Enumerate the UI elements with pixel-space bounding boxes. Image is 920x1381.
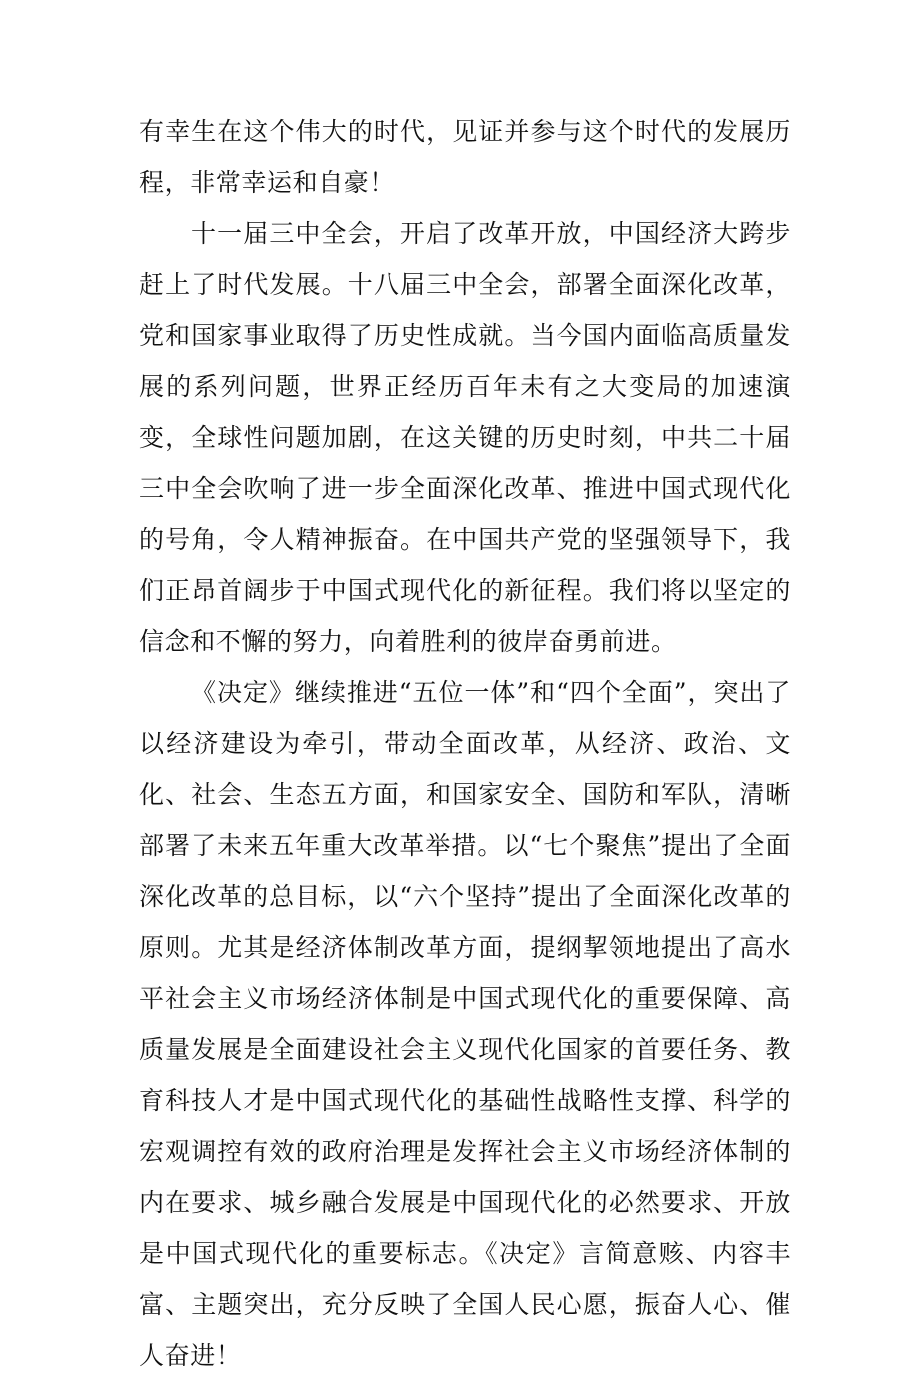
paragraph-2: 十一届三中全会，开启了改革开放，中国经济大跨步赶上了时代发展。十八届三中全会，部署全面深化改革，党和国家事业取得了历史性成就。当今国内面临高质量发展的系列问题，世界正经历百年未有之大变局的加速演变，全球性问题加剧，在这关键的历史时刻，中共二十届三中全会吹响了进一步全面深化改革、推进中国式现代化的号角，令人精神振奋。在中国共产党的坚强领导下，我们正昂首阔步于中国式现代化的新征程。我们将以坚定的信念和不懈的努力，向着胜利的彼岸奋勇前进。 [139, 219, 791, 656]
paragraph-1: 有幸生在这个伟大的时代，见证并参与这个时代的发展历程，非常幸运和自豪！ [139, 117, 791, 197]
paragraph-3: 《决定》继续推进“五位一体”和“四个全面”，突出了以经济建设为牵引，带动全面改革，从经济、政治、文化、社会、生态五方面，和国家安全、国防和军队，清晰部署了未来五年重大改革举措。以“七个聚焦”提出了全面深化改革的总目标，以“六个坚持”提出了全面深化改革的原则。尤其是经济体制改革方面，提纲挈领地提出了高水平社会主义市场经济体制是中国式现代化的重要保障、高质量发展是全面建设社会主义现代化国家的首要任务、教育科技人才是中国式现代化的基础性战略性支撑、科学的宏观调控有效的政府治理是发挥社会主义市场经济体制的内在要求、城乡融合发展是中国现代化的必然要求、开放是中国式现代化的重要标志。《决定》言简意赅、内容丰富、主题突出，充分反映了全国人民心愿，振奋人心、催人奋进！ [139, 678, 791, 1370]
document-body [139, 106, 791, 1381]
